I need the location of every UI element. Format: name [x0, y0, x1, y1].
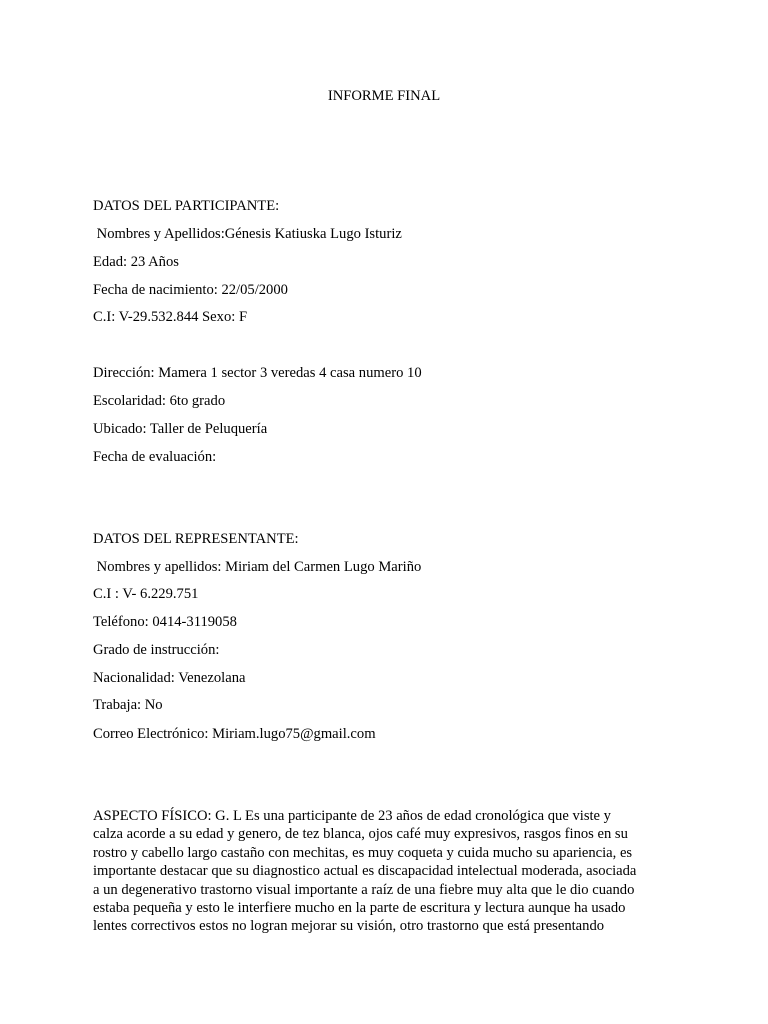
physical-aspect-line: lentes correctivos estos no logran mejorar su visión, otro trastorno que está presentando — [93, 918, 605, 935]
physical-aspect-line: estaba pequeña y esto le interfiere mucho en la parte de escritura y lectura aunque ha usado — [93, 900, 626, 917]
physical-aspect-line: calza acorde a su edad y genero, de tez blanca, ojos café muy expresivos, rasgos finos en su — [93, 826, 628, 843]
physical-aspect-line: importante destacar que su diagnostico actual es discapacidad intelectual moderada, asociada — [93, 863, 637, 880]
physical-aspect-paragraph — [93, 807, 673, 936]
representative-id: C.I : V- 6.229.751 — [93, 586, 199, 602]
participant-birth-date: Fecha de nacimiento: 22/05/2000 — [93, 282, 288, 298]
physical-aspect-line: a un degenerativo trastorno visual importante a raíz de una fiebre muy alta que le dio cuando — [93, 881, 635, 898]
representative-phone: Teléfono: 0414-3119058 — [93, 614, 237, 630]
participant-heading: DATOS DEL PARTICIPANTE: — [93, 198, 280, 214]
representative-name: Nombres y apellidos: Miriam del Carmen Lugo Mariño — [93, 559, 422, 575]
participant-name: Nombres y Apellidos:Génesis Katiuska Lugo Isturiz — [93, 226, 402, 242]
representative-nationality: Nacionalidad: Venezolana — [93, 670, 246, 686]
physical-aspect-line: rostro y cabello largo castaño con mechitas, es muy coqueta y cuida mucho su apariencia, es — [93, 844, 633, 861]
representative-heading: DATOS DEL REPRESENTANTE: — [93, 531, 299, 547]
participant-schooling: Escolaridad: 6to grado — [93, 393, 226, 409]
representative-works: Trabaja: No — [93, 697, 163, 713]
document-title: INFORME FINAL — [327, 88, 441, 104]
participant-id-sex: C.I: V-29.532.844 Sexo: F — [93, 309, 248, 325]
participant-location: Ubicado: Taller de Peluquería — [93, 421, 268, 437]
physical-aspect-line: ASPECTO FÍSICO: G. L Es una participante de 23 años de edad cronológica que viste y — [93, 808, 611, 824]
representative-email: Correo Electrónico: Miriam.lugo75@gmail.com — [93, 726, 376, 742]
participant-evaluation-date: Fecha de evaluación: — [93, 449, 217, 465]
representative-education: Grado de instrucción: — [93, 642, 220, 658]
participant-age: Edad: 23 Años — [93, 254, 179, 270]
participant-address: Dirección: Mamera 1 sector 3 veredas 4 casa numero 10 — [93, 365, 422, 381]
